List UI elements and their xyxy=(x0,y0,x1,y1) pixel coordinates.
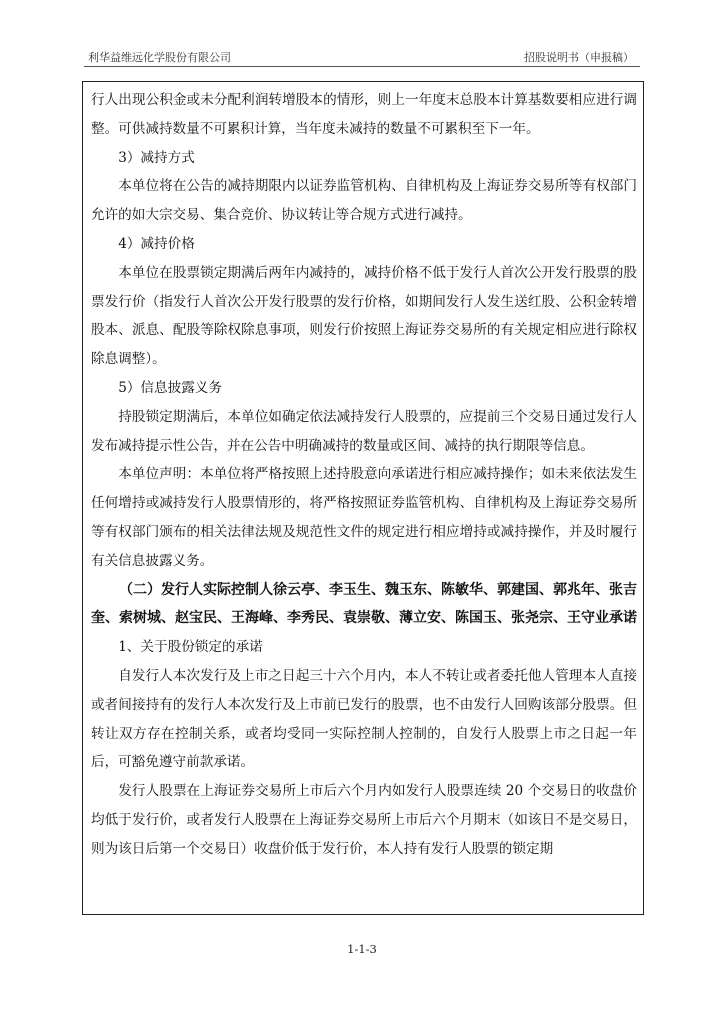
paragraph-reduction-price: 本单位在股票锁定期满后两年内减持的，减持价格不低于发行人首次公开发行股票的股票发行价（指发行人首次公开发行股票的发行价格，如期间发行人发生送红股、公积金转增股本、派息、配股等除权除息事项，则发行价按照上海证券交易所的有关规定相应进行除权除息调整）。 xyxy=(91,264,637,368)
page-header xyxy=(84,47,640,65)
heading-share-lockup: 1、关于股份锁定的承诺 xyxy=(118,639,263,656)
heading-reduction-price: 4）减持价格 xyxy=(118,235,195,252)
section-heading-controllers: （二）发行人实际控制人徐云亭、李玉生、魏玉东、陈敏华、郭建国、郭兆年、张吉奎、索树城、赵宝民、王海峰、李秀民、袁崇敬、薄立安、陈国玉、张尧宗、王守业承诺 xyxy=(91,581,637,627)
paragraph-declaration: 本单位声明：本单位将严格按照上述持股意向承诺进行相应减持操作；如未来依法发生任何增持或减持发行人股票情形的，将严格按照证券监管机构、自律机构及上海证券交易所等有权部门颁布的相关法律法规及规范性文件的规定进行相应增持或减持操作，并及时履行有关信息披露义务。 xyxy=(91,466,637,569)
paragraph-disclosure-obligation: 持股锁定期满后，本单位如确定依法减持发行人股票的，应提前三个交易日通过发行人发布减持提示性公告，并在公告中明确减持的数量或区间、减持的执行期限等信息。 xyxy=(91,408,637,454)
document-title: 招股说明书（申报稿） xyxy=(524,51,634,64)
company-name: 利华益维远化学股份有限公司 xyxy=(88,51,231,64)
header-divider xyxy=(84,66,640,67)
paragraph-reduction-method: 本单位将在公告的减持期限内以证券监管机构、自律机构及上海证券交易所等有权部门允许的如大宗交易、集合竞价、协议转让等合规方式进行减持。 xyxy=(91,178,637,224)
paragraph-continuation: 行人出现公积金或未分配利润转增股本的情形，则上一年度末总股本计算基数要相应进行调整。可供减持数量不可累积计算，当年度未减持的数量不可累积至下一年。 xyxy=(91,92,637,137)
page-number: 1-1-3 xyxy=(347,942,377,956)
content-frame xyxy=(82,81,644,915)
heading-disclosure-obligation: 5）信息披露义务 xyxy=(118,379,222,396)
paragraph-lockup-36-months: 自发行人本次发行及上市之日起三十六个月内，本人不转让或者委托他人管理本人直接或者间接持有的发行人本次发行及上市前已发行的股票，也不由发行人回购该部分股票。但转让双方存在控制关系，或者均受同一实际控制人控制的，自发行人股票上市之日起一年后，可豁免遵守前款承诺。 xyxy=(91,667,637,771)
paragraph-lockup-price-condition: 发行人股票在上海证券交易所上市后六个月内如发行人股票连续 20 个交易日的收盘价均低于发行价，或者发行人股票在上海证券交易所上市后六个月期末（如该日不是交易日，则为该日后第一个交易日）收盘价低于发行价，本人持有发行人股票的锁定期 xyxy=(91,783,637,857)
heading-reduction-method: 3）减持方式 xyxy=(118,149,195,166)
document-body xyxy=(91,86,637,864)
